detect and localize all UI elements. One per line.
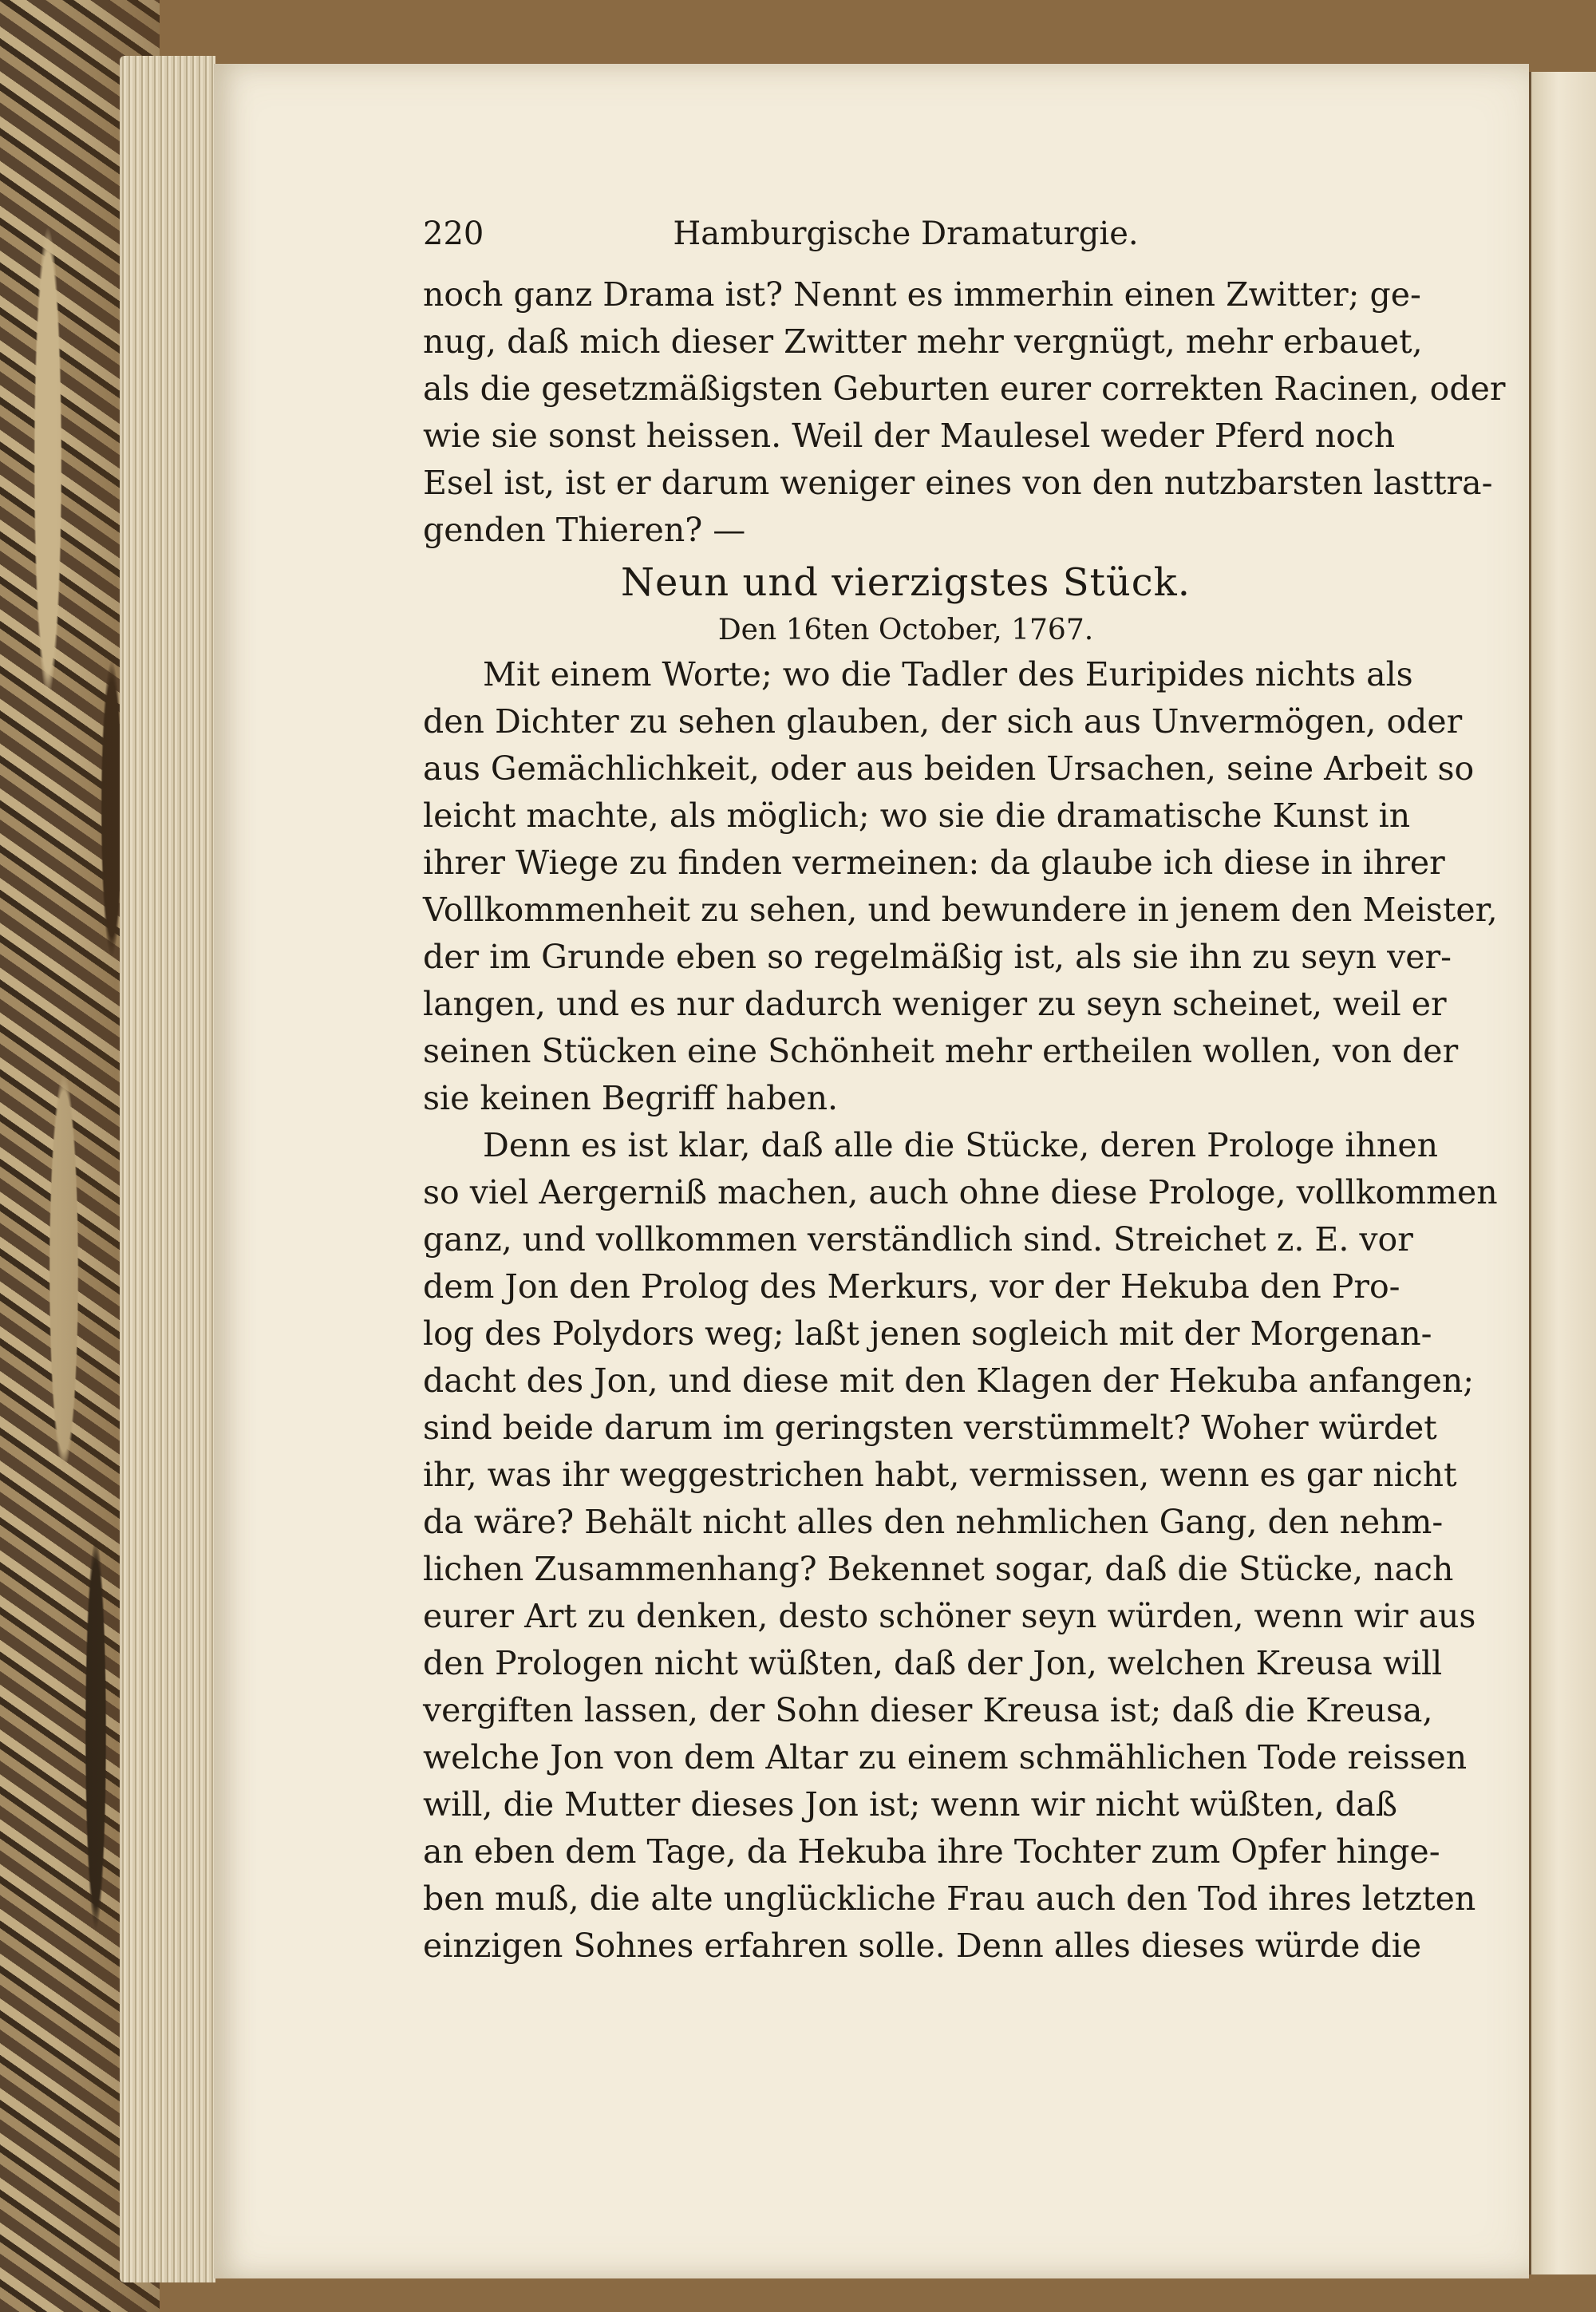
page-number: 220 xyxy=(423,215,484,252)
text-line: Mit einem Worte; wo die Tadler des Euripides nichts als xyxy=(483,655,1413,694)
text-line: den Prologen nicht wüßten, daß der Jon, welchen Kreusa will xyxy=(423,1644,1443,1682)
text-line: will, die Mutter dieses Jon ist; wenn wir nicht wüßten, daß xyxy=(423,1785,1398,1824)
text-line: leicht machte, als möglich; wo sie die dramatische Kunst in xyxy=(423,796,1411,835)
text-line: so viel Aergerniß machen, auch ohne diese Prologe, vollkommen xyxy=(423,1173,1498,1211)
running-head xyxy=(423,215,1389,271)
text-line: eurer Art zu denken, desto schöner seyn würden, wenn wir aus xyxy=(423,1597,1476,1635)
text-line: seinen Stücken eine Schönheit mehr ertheilen wollen, von der xyxy=(423,1032,1459,1070)
section-title: Neun und vierzigstes Stück. xyxy=(620,560,1191,605)
text-line: dacht des Jon, und diese mit den Klagen der Hekuba anfangen; xyxy=(423,1362,1475,1400)
text-line: aus Gemächlichkeit, oder aus beiden Ursachen, seine Arbeit so xyxy=(423,749,1475,788)
text-line: lichen Zusammenhang? Bekennet sogar, daß die Stücke, nach xyxy=(423,1550,1454,1588)
paragraph-1 xyxy=(423,651,1498,1122)
facing-page-edge xyxy=(1529,72,1596,2274)
text-line: Esel ist, ist er darum weniger eines von den nutzbarsten lasttra- xyxy=(423,464,1493,502)
text-line: ganz, und vollkommen verständlich sind. Streichet z. E. vor xyxy=(423,1220,1413,1259)
text-line: ihr, was ihr weggestrichen habt, vermissen, wenn es gar nicht xyxy=(423,1456,1457,1494)
text-line: der im Grunde eben so regelmäßig ist, als sie ihn zu seyn ver- xyxy=(423,938,1452,976)
text-line: genden Thieren? — xyxy=(423,511,746,549)
text-line: dem Jon den Prolog des Merkurs, vor der Hekuba den Pro- xyxy=(423,1267,1400,1306)
text-line: vergiften lassen, der Sohn dieser Kreusa ist; daß die Kreusa, xyxy=(423,1691,1433,1729)
text-line: sind beide darum im geringsten verstümmelt? Woher würdet xyxy=(423,1409,1437,1447)
text-line: noch ganz Drama ist? Nennt es immerhin einen Zwitter; ge- xyxy=(423,275,1421,314)
intro-paragraph xyxy=(423,271,1506,554)
text-line: welche Jon von dem Altar zu einem schmählichen Tode reissen xyxy=(423,1738,1468,1776)
text-line: als die gesetzmäßigsten Geburten eurer correkten Racinen, oder xyxy=(423,370,1506,408)
text-line: an eben dem Tage, da Hekuba ihre Tochter zum Opfer hinge- xyxy=(423,1832,1440,1871)
paragraph-2 xyxy=(423,1122,1498,1970)
text-line: langen, und es nur dadurch weniger zu seyn scheinet, weil er xyxy=(423,985,1447,1023)
section-date: Den 16ten October, 1767. xyxy=(717,614,1094,646)
text-line: wie sie sonst heissen. Weil der Maulesel weder Pferd noch xyxy=(423,417,1396,455)
page-text xyxy=(423,215,1506,1970)
text-line: den Dichter zu sehen glauben, der sich aus Unvermögen, oder xyxy=(423,702,1463,741)
text-line: da wäre? Behält nicht alles den nehmlichen Gang, den nehm- xyxy=(423,1503,1444,1541)
text-line: Denn es ist klar, daß alle die Stücke, deren Prologe ihnen xyxy=(483,1126,1438,1164)
text-line: einzigen Sohnes erfahren solle. Denn alles dieses würde die xyxy=(423,1927,1422,1965)
running-title: Hamburgische Dramaturgie. xyxy=(673,215,1139,252)
text-line: sie keinen Begriff haben. xyxy=(423,1079,839,1117)
text-line: ihrer Wiege zu finden vermeinen: da glaube ich diese in ihrer xyxy=(423,844,1445,882)
page-edges xyxy=(120,56,215,2282)
text-line: log des Polydors weg; laßt jenen sogleich mit der Morgenan- xyxy=(423,1314,1432,1353)
text-line: nug, daß mich dieser Zwitter mehr vergnügt, mehr erbauet, xyxy=(423,322,1423,361)
text-line: ben muß, die alte unglückliche Frau auch den Tod ihres letzten xyxy=(423,1879,1476,1918)
text-line: Vollkommenheit zu sehen, und bewundere in jenem den Meister, xyxy=(423,891,1498,929)
